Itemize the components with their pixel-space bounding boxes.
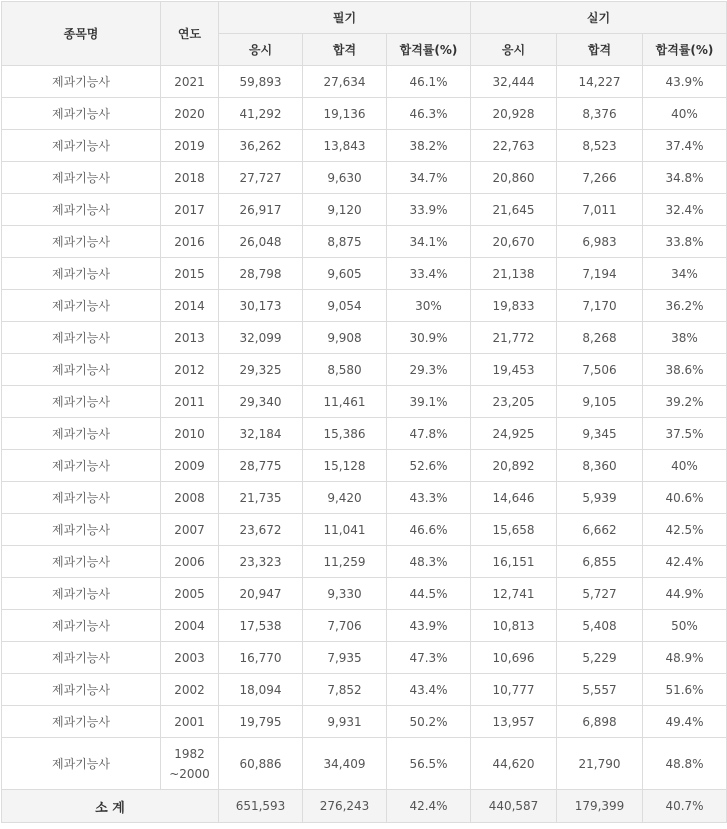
cell-practical-applicants: 21,138 [471,258,557,290]
cell-year: 2015 [161,258,219,290]
cell-written-applicants: 26,048 [219,226,303,258]
cell-written-applicants: 27,727 [219,162,303,194]
table-row [2,674,727,706]
cell-practical-applicants: 10,696 [471,642,557,674]
cell-practical-pass-rate: 49.4% [643,706,727,738]
cell-practical-pass-rate: 51.6% [643,674,727,706]
cell-practical-passed: 5,557 [557,674,643,706]
total-label: 소 계 [2,790,219,823]
cell-written-pass-rate: 43.4% [387,674,471,706]
table-row [2,642,727,674]
cell-practical-applicants: 20,860 [471,162,557,194]
cell-practical-pass-rate: 40% [643,450,727,482]
cell-practical-pass-rate: 43.9% [643,66,727,98]
cell-written-applicants: 16,770 [219,642,303,674]
cell-written-pass-rate: 48.3% [387,546,471,578]
cell-practical-passed: 7,170 [557,290,643,322]
cell-written-passed: 9,630 [303,162,387,194]
cell-year: 2003 [161,642,219,674]
cell-practical-pass-rate: 38% [643,322,727,354]
header-written: 필기 [219,2,471,34]
cell-practical-passed: 5,229 [557,642,643,674]
cell-practical-pass-rate: 33.8% [643,226,727,258]
cell-year: 2011 [161,386,219,418]
table-row [2,290,727,322]
cell-practical-passed: 5,727 [557,578,643,610]
cell-practical-applicants: 21,645 [471,194,557,226]
table-row [2,514,727,546]
cell-practical-pass-rate: 40.6% [643,482,727,514]
cell-practical-applicants: 19,833 [471,290,557,322]
total-row [2,790,727,823]
cell-practical-applicants: 23,205 [471,386,557,418]
cell-practical-pass-rate: 34% [643,258,727,290]
cell-practical-passed: 6,662 [557,514,643,546]
cell-written-pass-rate: 43.3% [387,482,471,514]
cell-item-name: 제과기능사 [2,546,161,578]
cell-practical-applicants: 19,453 [471,354,557,386]
cell-item-name: 제과기능사 [2,642,161,674]
cell-written-passed: 13,843 [303,130,387,162]
cell-written-pass-rate: 46.1% [387,66,471,98]
cell-year: 2019 [161,130,219,162]
total-practical-passed: 179,399 [557,790,643,823]
cell-practical-passed: 7,506 [557,354,643,386]
cell-practical-passed: 14,227 [557,66,643,98]
cell-year: 2012 [161,354,219,386]
cell-year: 2010 [161,418,219,450]
cell-practical-applicants: 10,813 [471,610,557,642]
header-practical-passed: 합격 [557,34,643,66]
table-row [2,706,727,738]
cell-practical-applicants: 44,620 [471,738,557,790]
cell-practical-passed: 5,939 [557,482,643,514]
cell-written-applicants: 30,173 [219,290,303,322]
cell-practical-passed: 6,983 [557,226,643,258]
cell-written-passed: 7,935 [303,642,387,674]
header-written-applicants: 응시 [219,34,303,66]
cell-written-pass-rate: 43.9% [387,610,471,642]
cell-practical-pass-rate: 34.8% [643,162,727,194]
cell-practical-passed: 21,790 [557,738,643,790]
cell-written-passed: 9,054 [303,290,387,322]
table-row [2,386,727,418]
total-written-applicants: 651,593 [219,790,303,823]
cell-practical-applicants: 16,151 [471,546,557,578]
cell-item-name: 제과기능사 [2,514,161,546]
cell-written-applicants: 18,094 [219,674,303,706]
table-row [2,546,727,578]
cell-year: 2006 [161,546,219,578]
cell-written-applicants: 28,775 [219,450,303,482]
cell-item-name: 제과기능사 [2,290,161,322]
table-body [2,66,727,790]
cell-practical-applicants: 20,928 [471,98,557,130]
cell-year: 2020 [161,98,219,130]
cell-year [161,738,219,790]
cell-item-name: 제과기능사 [2,706,161,738]
cell-written-passed: 11,041 [303,514,387,546]
cell-item-name: 제과기능사 [2,610,161,642]
cell-practical-applicants: 24,925 [471,418,557,450]
cell-year: 2005 [161,578,219,610]
cell-written-applicants: 59,893 [219,66,303,98]
cell-practical-applicants: 13,957 [471,706,557,738]
cell-year: 2018 [161,162,219,194]
cell-practical-passed: 8,523 [557,130,643,162]
cell-written-applicants: 32,184 [219,418,303,450]
cell-year: 2017 [161,194,219,226]
total-written-passed: 276,243 [303,790,387,823]
cell-written-passed: 11,461 [303,386,387,418]
header-year: 연도 [161,2,219,66]
table-row [2,226,727,258]
cell-written-pass-rate: 33.9% [387,194,471,226]
cell-practical-applicants: 22,763 [471,130,557,162]
cell-practical-applicants: 32,444 [471,66,557,98]
cell-item-name: 제과기능사 [2,354,161,386]
cell-year: 2014 [161,290,219,322]
cell-practical-applicants: 10,777 [471,674,557,706]
cell-item-name: 제과기능사 [2,130,161,162]
cell-written-applicants: 20,947 [219,578,303,610]
cell-year: 2016 [161,226,219,258]
header-practical-pass-rate: 합격률(%) [643,34,727,66]
cell-written-applicants: 17,538 [219,610,303,642]
cell-written-passed: 7,706 [303,610,387,642]
cell-written-passed: 27,634 [303,66,387,98]
cell-written-passed: 9,120 [303,194,387,226]
cell-practical-passed: 7,266 [557,162,643,194]
cell-written-passed: 8,580 [303,354,387,386]
table-row [2,98,727,130]
cell-practical-pass-rate: 38.6% [643,354,727,386]
cell-year: 2007 [161,514,219,546]
cell-item-name: 제과기능사 [2,578,161,610]
cell-practical-pass-rate: 37.4% [643,130,727,162]
cell-practical-passed: 6,855 [557,546,643,578]
header-written-passed: 합격 [303,34,387,66]
table-row [2,450,727,482]
table-row [2,418,727,450]
cell-year: 2009 [161,450,219,482]
cell-practical-passed: 8,360 [557,450,643,482]
cell-written-passed: 19,136 [303,98,387,130]
table-row [2,130,727,162]
cell-written-applicants: 29,340 [219,386,303,418]
cell-practical-applicants: 20,670 [471,226,557,258]
cell-item-name: 제과기능사 [2,162,161,194]
cell-written-applicants: 23,672 [219,514,303,546]
cell-written-passed: 15,128 [303,450,387,482]
cell-item-name: 제과기능사 [2,66,161,98]
cell-practical-pass-rate: 42.4% [643,546,727,578]
cell-written-applicants: 32,099 [219,322,303,354]
total-practical-applicants: 440,587 [471,790,557,823]
cell-written-applicants: 29,325 [219,354,303,386]
total-written-pass-rate: 42.4% [387,790,471,823]
cell-practical-pass-rate: 39.2% [643,386,727,418]
cell-practical-pass-rate: 36.2% [643,290,727,322]
cell-practical-applicants: 15,658 [471,514,557,546]
cell-year: 2013 [161,322,219,354]
cell-practical-passed: 9,345 [557,418,643,450]
cell-written-applicants: 23,323 [219,546,303,578]
cell-item-name: 제과기능사 [2,674,161,706]
cell-item-name: 제과기능사 [2,226,161,258]
header-practical-applicants: 응시 [471,34,557,66]
cell-written-passed: 9,420 [303,482,387,514]
cell-written-pass-rate: 34.1% [387,226,471,258]
cell-written-pass-rate: 47.3% [387,642,471,674]
table-header [2,2,727,66]
cell-written-applicants: 36,262 [219,130,303,162]
cell-item-name: 제과기능사 [2,98,161,130]
cell-practical-passed: 8,268 [557,322,643,354]
cell-written-pass-rate: 34.7% [387,162,471,194]
cell-written-applicants: 26,917 [219,194,303,226]
cell-year: 2002 [161,674,219,706]
table-row [2,322,727,354]
cell-year: 2001 [161,706,219,738]
cell-written-passed: 9,908 [303,322,387,354]
cell-year: 2008 [161,482,219,514]
cell-written-applicants: 60,886 [219,738,303,790]
cell-written-passed: 11,259 [303,546,387,578]
cell-practical-pass-rate: 40% [643,98,727,130]
cell-item-name: 제과기능사 [2,418,161,450]
cell-practical-pass-rate: 37.5% [643,418,727,450]
cell-practical-passed: 7,011 [557,194,643,226]
cell-item-name: 제과기능사 [2,738,161,790]
total-practical-pass-rate: 40.7% [643,790,727,823]
cell-practical-passed: 9,105 [557,386,643,418]
cell-year: 2004 [161,610,219,642]
cell-written-passed: 34,409 [303,738,387,790]
cell-item-name: 제과기능사 [2,386,161,418]
cell-written-pass-rate: 44.5% [387,578,471,610]
cell-practical-applicants: 20,892 [471,450,557,482]
cell-practical-pass-rate: 50% [643,610,727,642]
exam-statistics-table [1,1,727,823]
header-item-name: 종목명 [2,2,161,66]
table-row [2,610,727,642]
cell-written-pass-rate: 38.2% [387,130,471,162]
table-row [2,66,727,98]
table-row [2,578,727,610]
cell-item-name: 제과기능사 [2,482,161,514]
header-written-pass-rate: 합격률(%) [387,34,471,66]
cell-written-pass-rate: 56.5% [387,738,471,790]
cell-written-passed: 9,605 [303,258,387,290]
cell-practical-pass-rate: 48.8% [643,738,727,790]
cell-year-line1: 1982 [174,746,205,761]
cell-practical-applicants: 12,741 [471,578,557,610]
cell-written-passed: 8,875 [303,226,387,258]
cell-written-pass-rate: 33.4% [387,258,471,290]
cell-written-applicants: 21,735 [219,482,303,514]
cell-written-pass-rate: 39.1% [387,386,471,418]
cell-written-pass-rate: 46.6% [387,514,471,546]
cell-practical-passed: 8,376 [557,98,643,130]
cell-practical-passed: 5,408 [557,610,643,642]
cell-practical-pass-rate: 48.9% [643,642,727,674]
cell-practical-passed: 6,898 [557,706,643,738]
cell-year-line2: ~2000 [169,766,210,781]
table-row [2,258,727,290]
table-row [2,482,727,514]
cell-written-pass-rate: 30.9% [387,322,471,354]
cell-practical-passed: 7,194 [557,258,643,290]
cell-written-passed: 7,852 [303,674,387,706]
cell-written-pass-rate: 50.2% [387,706,471,738]
cell-written-applicants: 19,795 [219,706,303,738]
table-row [2,738,727,790]
cell-written-pass-rate: 46.3% [387,98,471,130]
cell-written-pass-rate: 52.6% [387,450,471,482]
cell-written-applicants: 41,292 [219,98,303,130]
cell-practical-pass-rate: 44.9% [643,578,727,610]
cell-year: 2021 [161,66,219,98]
table-row [2,194,727,226]
table-row [2,162,727,194]
table-footer [2,790,727,823]
cell-item-name: 제과기능사 [2,322,161,354]
cell-item-name: 제과기능사 [2,258,161,290]
cell-written-applicants: 28,798 [219,258,303,290]
cell-practical-pass-rate: 42.5% [643,514,727,546]
cell-practical-applicants: 21,772 [471,322,557,354]
cell-written-passed: 9,330 [303,578,387,610]
cell-written-passed: 15,386 [303,418,387,450]
cell-practical-pass-rate: 32.4% [643,194,727,226]
cell-written-passed: 9,931 [303,706,387,738]
cell-item-name: 제과기능사 [2,194,161,226]
table-row [2,354,727,386]
cell-written-pass-rate: 47.8% [387,418,471,450]
cell-item-name: 제과기능사 [2,450,161,482]
cell-practical-applicants: 14,646 [471,482,557,514]
header-practical: 실기 [471,2,727,34]
cell-written-pass-rate: 29.3% [387,354,471,386]
cell-written-pass-rate: 30% [387,290,471,322]
